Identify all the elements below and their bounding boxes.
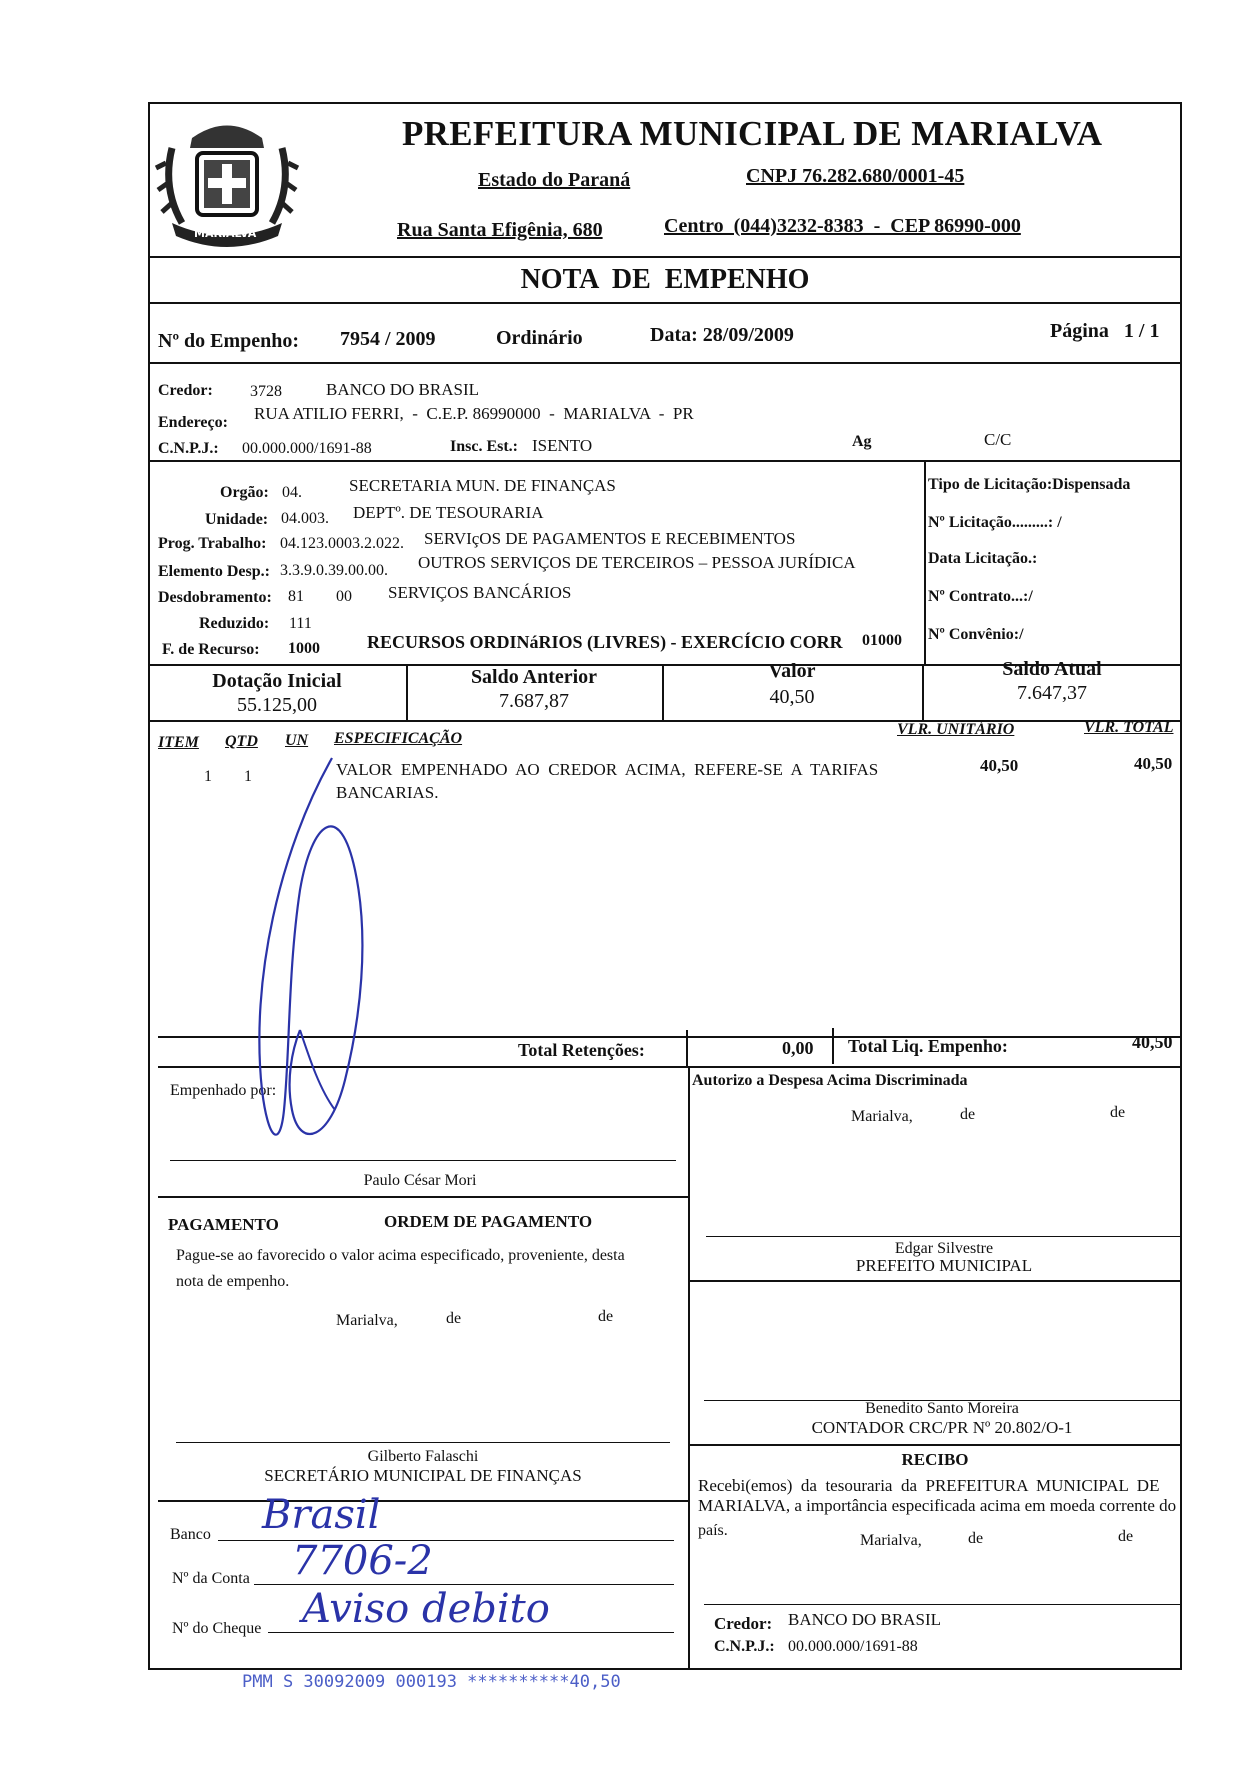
liquido-value: 40,50: [1132, 1032, 1173, 1052]
prog-code: 04.123.0003.2.022.: [280, 535, 404, 552]
divider: [158, 1500, 688, 1502]
date-de2: de: [598, 1308, 614, 1325]
contact-info: Centro (044)3232-8383 - CEP 86990-000: [664, 215, 1021, 237]
right-date-de1: de: [960, 1106, 976, 1123]
recibo-date-city: Marialva,: [860, 1532, 922, 1549]
page-title: PREFEITURA MUNICIPAL DE MARIALVA: [402, 114, 1103, 153]
desdob-b: 00: [336, 588, 352, 605]
unidade-code: 04.003.: [281, 510, 329, 527]
valor-value: 40,50: [769, 686, 815, 708]
desdob-label: Desdobramento:: [158, 589, 272, 606]
empenho-number: 7954 / 2009: [340, 328, 436, 350]
recibo-heading: RECIBO: [901, 1450, 969, 1469]
item-number: 1: [204, 768, 212, 785]
page-number: Página 1 / 1: [1050, 320, 1160, 342]
divider: [148, 362, 1182, 364]
empenhado-por-label: Empenhado por:: [170, 1082, 277, 1099]
recibo-credor-label: Credor:: [714, 1614, 773, 1633]
convenio-numero: Nº Convênio:/: [928, 626, 1024, 643]
orgao-label: Orgão:: [220, 484, 269, 501]
date-city: Marialva,: [336, 1312, 398, 1329]
divider: [148, 256, 1182, 258]
licitacao-numero: Nº Licitação.........: /: [928, 514, 1062, 531]
recibo-cnpj-value: 00.000.000/1691-88: [788, 1638, 918, 1655]
recurso-number: 01000: [862, 632, 902, 649]
address-label: Endereço:: [158, 414, 228, 431]
divider: [686, 1030, 688, 1066]
recibo-cnpj-label: C.N.P.J.:: [714, 1638, 775, 1655]
orgao-code: 04.: [282, 484, 302, 501]
item-qty: 1: [244, 768, 252, 785]
item-total-value: 40,50: [1134, 754, 1173, 773]
col-un: UN: [285, 732, 309, 749]
right-date-city: Marialva,: [851, 1108, 913, 1125]
reduzido-label: Reduzido:: [199, 615, 270, 632]
saldo-anterior-value: 7.687,87: [499, 690, 569, 712]
licitacao-tipo: Tipo de Licitação:Dispensada: [928, 476, 1131, 493]
secretary-role: SECRETÁRIO MUNICIPAL DE FINANÇAS: [264, 1466, 582, 1485]
unidade-label: Unidade:: [205, 511, 269, 528]
pague-line2: nota de empenho.: [176, 1273, 290, 1290]
signature-line: [704, 1604, 1180, 1605]
accountant-name: Benedito Santo Moreira: [865, 1400, 1019, 1417]
date-de1: de: [446, 1310, 462, 1327]
secretary-name: Gilberto Falaschi: [367, 1448, 479, 1465]
recibo-date-de1: de: [968, 1530, 984, 1547]
cheque-line: [268, 1632, 674, 1633]
handwritten-signature: [240, 730, 420, 1160]
recibo-credor-name: BANCO DO BRASIL: [788, 1610, 942, 1629]
municipal-crest: [152, 108, 302, 258]
recibo-date-de2: de: [1118, 1528, 1134, 1545]
conta-line: [254, 1584, 674, 1585]
recibo-line3: país.: [698, 1522, 728, 1539]
saldo-anterior-label: Saldo Anterior: [470, 666, 598, 688]
col-unit-value: VLR. UNITÁRIO: [897, 721, 1015, 738]
desdob-name: SERVIÇOS BANCÁRIOS: [388, 583, 572, 602]
credor-name: BANCO DO BRASIL: [326, 380, 480, 399]
state-name: Estado do Paraná: [478, 169, 631, 191]
col-qtd: QTD: [225, 733, 258, 750]
cheque-handwritten: Aviso debito: [302, 1586, 550, 1632]
insc-value: ISENTO: [532, 436, 593, 455]
contrato-numero: Nº Contrato...:/: [928, 588, 1033, 605]
recurso-label: F. de Recurso:: [162, 641, 260, 658]
autorizo-heading: Autorizo a Despesa Acima Discriminada: [692, 1072, 968, 1089]
insc-label: Insc. Est.:: [450, 438, 519, 455]
signer-name: Paulo César Mori: [363, 1172, 477, 1189]
signature-line: [176, 1442, 670, 1443]
conta-label: Nº da Conta: [172, 1570, 250, 1587]
signature-line: [170, 1160, 676, 1161]
elemento-label: Elemento Desp.:: [158, 563, 270, 580]
divider: [688, 1280, 1182, 1282]
banco-handwritten: Brasil: [262, 1492, 381, 1538]
mayor-name: Edgar Silvestre: [894, 1240, 994, 1257]
payment-stamp: PMM S 30092009 000193 **********40,50: [242, 1672, 621, 1692]
item-unit-value: 40,50: [980, 756, 1019, 775]
cnpj-label: C.N.P.J.:: [158, 440, 219, 457]
liquido-label: Total Liq. Empenho:: [848, 1036, 1008, 1056]
cheque-label: Nº do Cheque: [172, 1620, 262, 1637]
street-address: Rua Santa Efigênia, 680: [397, 219, 603, 241]
banco-label: Banco: [170, 1526, 211, 1543]
pague-line1: Pague-se ao favorecido o valor acima especificado, proveniente, desta: [176, 1247, 625, 1264]
divider: [158, 1196, 688, 1198]
reduzido-value: 111: [289, 615, 312, 632]
mayor-role: PREFEITO MUNICIPAL: [855, 1256, 1033, 1275]
licitacao-data: Data Licitação.:: [928, 550, 1038, 567]
cnpj-header: CNPJ 76.282.680/0001-45: [746, 165, 965, 187]
item-spec-line1: VALOR EMPENHADO AO CREDOR ACIMA, REFERE-SE A TARIFAS: [336, 760, 879, 779]
divider: [688, 1066, 690, 1670]
recibo-line2: MARIALVA, a importância especificada acima em moeda corrente do: [698, 1496, 1177, 1515]
col-total-value: VLR. TOTAL: [1084, 719, 1174, 736]
document-title: NOTA DE EMPENHO: [520, 264, 810, 295]
crest-banner-text: MARIALVA: [194, 227, 257, 240]
pagamento-heading: PAGAMENTO: [168, 1215, 279, 1234]
item-spec-line2: BANCARIAS.: [336, 783, 439, 802]
account-label: C/C: [984, 430, 1012, 449]
right-date-de2: de: [1110, 1104, 1126, 1121]
agency-label: Ag: [852, 433, 872, 450]
empenho-date: Data: 28/09/2009: [650, 324, 794, 346]
prog-name: SERVIçOS DE PAGAMENTOS E RECEBIMENTOS: [424, 529, 796, 548]
recibo-line1: Recebi(emos) da tesouraria da PREFEITURA MUNICIPAL DE: [698, 1476, 1160, 1495]
retencoes-value: 0,00: [782, 1038, 814, 1058]
recurso-name: RECURSOS ORDINáRIOS (LIVRES) - EXERCÍCIO CORR: [367, 632, 843, 652]
credor-label: Credor:: [158, 382, 213, 399]
elemento-code: 3.3.9.0.39.00.00.: [280, 562, 388, 579]
recurso-code: 1000: [288, 640, 320, 657]
ordem-heading: ORDEM DE PAGAMENTO: [384, 1212, 593, 1231]
desdob-a: 81: [288, 588, 304, 605]
dotacao-value: 55.125,00: [237, 694, 317, 716]
col-item: ITEM: [158, 734, 199, 751]
signature-line: [706, 1236, 1182, 1237]
credor-code: 3728: [250, 383, 282, 400]
empenho-number-label: Nº do Empenho:: [158, 330, 300, 352]
dotacao-label: Dotação Inicial: [212, 670, 342, 692]
divider: [832, 1028, 834, 1064]
unidade-name: DEPTº. DE TESOURARIA: [353, 503, 544, 522]
retencoes-label: Total Retenções:: [518, 1040, 645, 1060]
col-spec: ESPECIFICAÇÃO: [334, 730, 463, 747]
saldo-atual-value: 7.647,37: [1017, 682, 1087, 704]
banco-line: [218, 1540, 674, 1541]
conta-handwritten: 7706-2: [292, 1538, 433, 1584]
empenho-type: Ordinário: [496, 327, 583, 349]
credor-cnpj: 00.000.000/1691-88: [242, 440, 372, 457]
divider: [924, 460, 926, 664]
divider: [148, 302, 1182, 304]
divider: [148, 460, 1182, 462]
accountant-role: CONTADOR CRC/PR Nº 20.802/O-1: [811, 1418, 1073, 1437]
valor-label: Valor: [768, 660, 816, 682]
orgao-name: SECRETARIA MUN. DE FINANÇAS: [349, 476, 616, 495]
prog-label: Prog. Trabalho:: [158, 535, 267, 552]
elemento-name: OUTROS SERVIÇOS DE TERCEIROS – PESSOA JURÍDICA: [418, 553, 856, 572]
divider: [148, 720, 1182, 722]
divider: [688, 1444, 1182, 1446]
credor-address: RUA ATILIO FERRI, - C.E.P. 86990000 - MARIALVA - PR: [254, 404, 694, 423]
saldo-atual-label: Saldo Atual: [1002, 658, 1102, 680]
